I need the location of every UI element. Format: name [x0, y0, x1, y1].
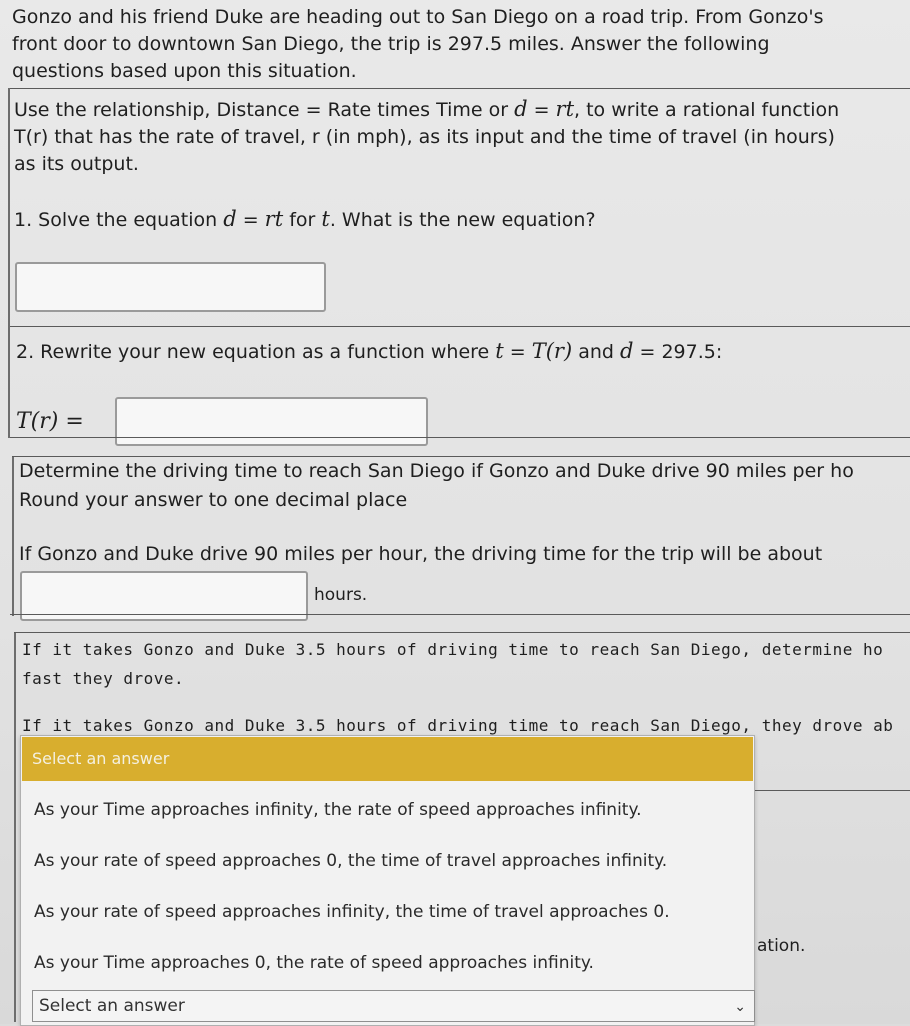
intro-line-3: questions based upon this situation.: [12, 60, 357, 82]
q2-Tr: T(r): [531, 339, 573, 363]
q2-mid: and: [572, 341, 620, 363]
q1-answer-input[interactable]: [15, 262, 326, 312]
q1-prompt: [14, 206, 596, 234]
q3-unit: hours.: [314, 585, 368, 605]
intro-line-2: front door to downtown San Diego, the trip is 297.5 miles. Answer the following: [12, 33, 770, 55]
q3-line-1: Determine the driving time to reach San Diego if Gonzo and Duke drive 90 miles per ho: [19, 460, 854, 482]
q1-prefix: 1. Solve the equation: [14, 209, 224, 231]
q4-line-2: fast they drove.: [22, 669, 185, 688]
answer-select[interactable]: [32, 990, 755, 1022]
section-border: [14, 632, 16, 1022]
dropdown-option-2[interactable]: As your rate of speed approaches 0, the time of travel approaches infinity.: [34, 851, 668, 871]
q2-eq: =: [503, 341, 532, 363]
q1-equals: =: [242, 209, 259, 231]
divider: [10, 614, 910, 615]
q2-label: T(r) =: [16, 409, 84, 434]
q4-line-3: If it takes Gonzo and Duke 3.5 hours of driving time to reach San Diego, they drove ab: [22, 716, 894, 735]
dropdown-option-3[interactable]: As your rate of speed approaches infinity, the time of travel approaches 0.: [34, 902, 670, 922]
q1-var-d: d: [223, 207, 237, 231]
divider: [10, 326, 910, 327]
section-border: [12, 456, 14, 616]
q2-prompt: [16, 338, 722, 366]
divider: [755, 790, 910, 791]
intro-line-1: Gonzo and his friend Duke are heading out to San Diego on a road trip. From Gonzo's: [12, 6, 824, 28]
q2-suffix: = 297.5:: [633, 341, 723, 363]
q2-answer-input[interactable]: [115, 397, 428, 446]
q3-line-2: Round your answer to one decimal place: [19, 489, 408, 511]
relationship-text-a: Use the relationship, Distance = Rate times Time or: [14, 99, 515, 121]
divider: [10, 88, 910, 89]
equals: =: [533, 99, 550, 121]
chevron-down-icon: ⌄: [734, 999, 746, 1015]
var-d: d: [514, 97, 528, 121]
select-value: Select an answer: [39, 996, 185, 1016]
q2-prefix: 2. Rewrite your new equation as a function where: [16, 341, 496, 363]
divider: [12, 456, 910, 457]
q2-var-t: t: [495, 339, 504, 363]
var-rt: rt: [555, 97, 575, 121]
q2-var-d: d: [620, 339, 634, 363]
relationship-line-3: as its output.: [14, 153, 139, 175]
relationship-line-1: [14, 96, 839, 124]
q4-line-1: If it takes Gonzo and Duke 3.5 hours of driving time to reach San Diego, determine ho: [22, 640, 884, 659]
section-border: [8, 88, 10, 438]
relationship-line-2: T(r) that has the rate of travel, r (in mph), as its input and the time of travel (in hours): [14, 126, 835, 148]
dropdown-header[interactable]: Select an answer: [22, 737, 753, 781]
q1-mid: for: [283, 209, 322, 231]
q3-line-3: If Gonzo and Duke drive 90 miles per hour, the driving time for the trip will be about: [19, 543, 823, 565]
q1-var-rt: rt: [264, 207, 284, 231]
dropdown-option-1[interactable]: As your Time approaches infinity, the rate of speed approaches infinity.: [34, 800, 642, 820]
q1-var-t: t: [321, 207, 330, 231]
q1-suffix: . What is the new equation?: [329, 209, 596, 231]
relationship-text-b: , to write a rational function: [574, 99, 840, 121]
behind-dropdown-text: ation.: [757, 936, 806, 956]
divider: [10, 437, 910, 438]
dropdown-option-4[interactable]: As your Time approaches 0, the rate of speed approaches infinity.: [34, 953, 594, 973]
divider: [14, 632, 910, 633]
